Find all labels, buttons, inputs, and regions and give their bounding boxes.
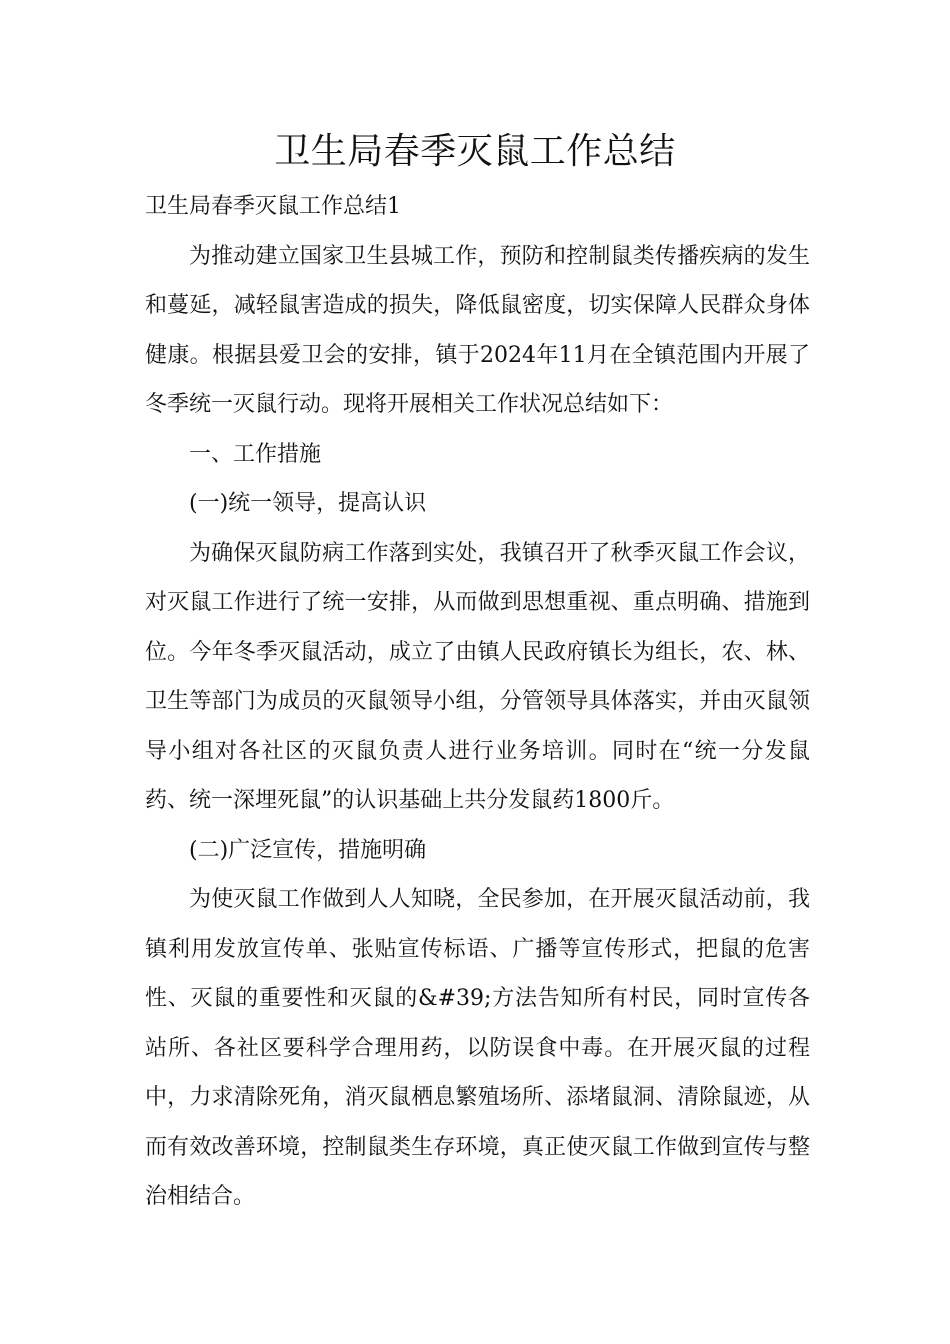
paragraph-leadership: 为确保灭鼠防病工作落到实处，我镇召开了秋季灭鼠工作会议，对灭鼠工作进行了统一安排，从而做到思想重视、重点明确、措施到位。今年冬季灭鼠活动，成立了由镇人民政府镇长为组长，农、林、卫生等部门为成员的灭鼠领导小组，分管领导具体落实，并由灭鼠领导小组对各社区的灭鼠负责人进行业务培训。同时在“统一分发鼠药、统一深埋死鼠”的认识基础上共分发鼠药1800斤。 (145, 540, 810, 813)
subsection-heading-publicity: (二)广泛宣传，措施明确 (189, 837, 427, 863)
document-title: 卫生局春季灭鼠工作总结 (274, 131, 676, 172)
subsection-heading-leadership: (一)统一领导，提高认识 (189, 491, 427, 516)
paragraph-publicity: 为使灭鼠工作做到人人知晓，全民参加，在开展灭鼠活动前，我镇利用发放宣传单、张贴宣传标语、广播等宣传形式，把鼠的危害性、灭鼠的重要性和灭鼠的&#39;方法告知所有村民，同时宣传各站所、各社区要科学合理用药，以防误食中毒。在开展灭鼠的过程中，力求清除死角，消灭鼠栖息繁殖场所、添堵鼠洞、清除鼠迹，从而有效改善环境，控制鼠类生存环境，真正使灭鼠工作做到宣传与整治相结合。 (145, 887, 810, 1209)
document-body (145, 182, 810, 1222)
document-subtitle: 卫生局春季灭鼠工作总结1 (145, 194, 401, 219)
section-heading-measures: 一、工作措施 (189, 441, 322, 467)
paragraph-intro: 为推动建立国家卫生县城工作，预防和控制鼠类传播疾病的发生和蔓延，减轻鼠害造成的损失，降低鼠密度，切实保障人民群众身体健康。根据县爱卫会的安排，镇于2024年11月在全镇范围内开展了冬季统一灭鼠行动。现将开展相关工作状况总结如下： (145, 243, 811, 417)
